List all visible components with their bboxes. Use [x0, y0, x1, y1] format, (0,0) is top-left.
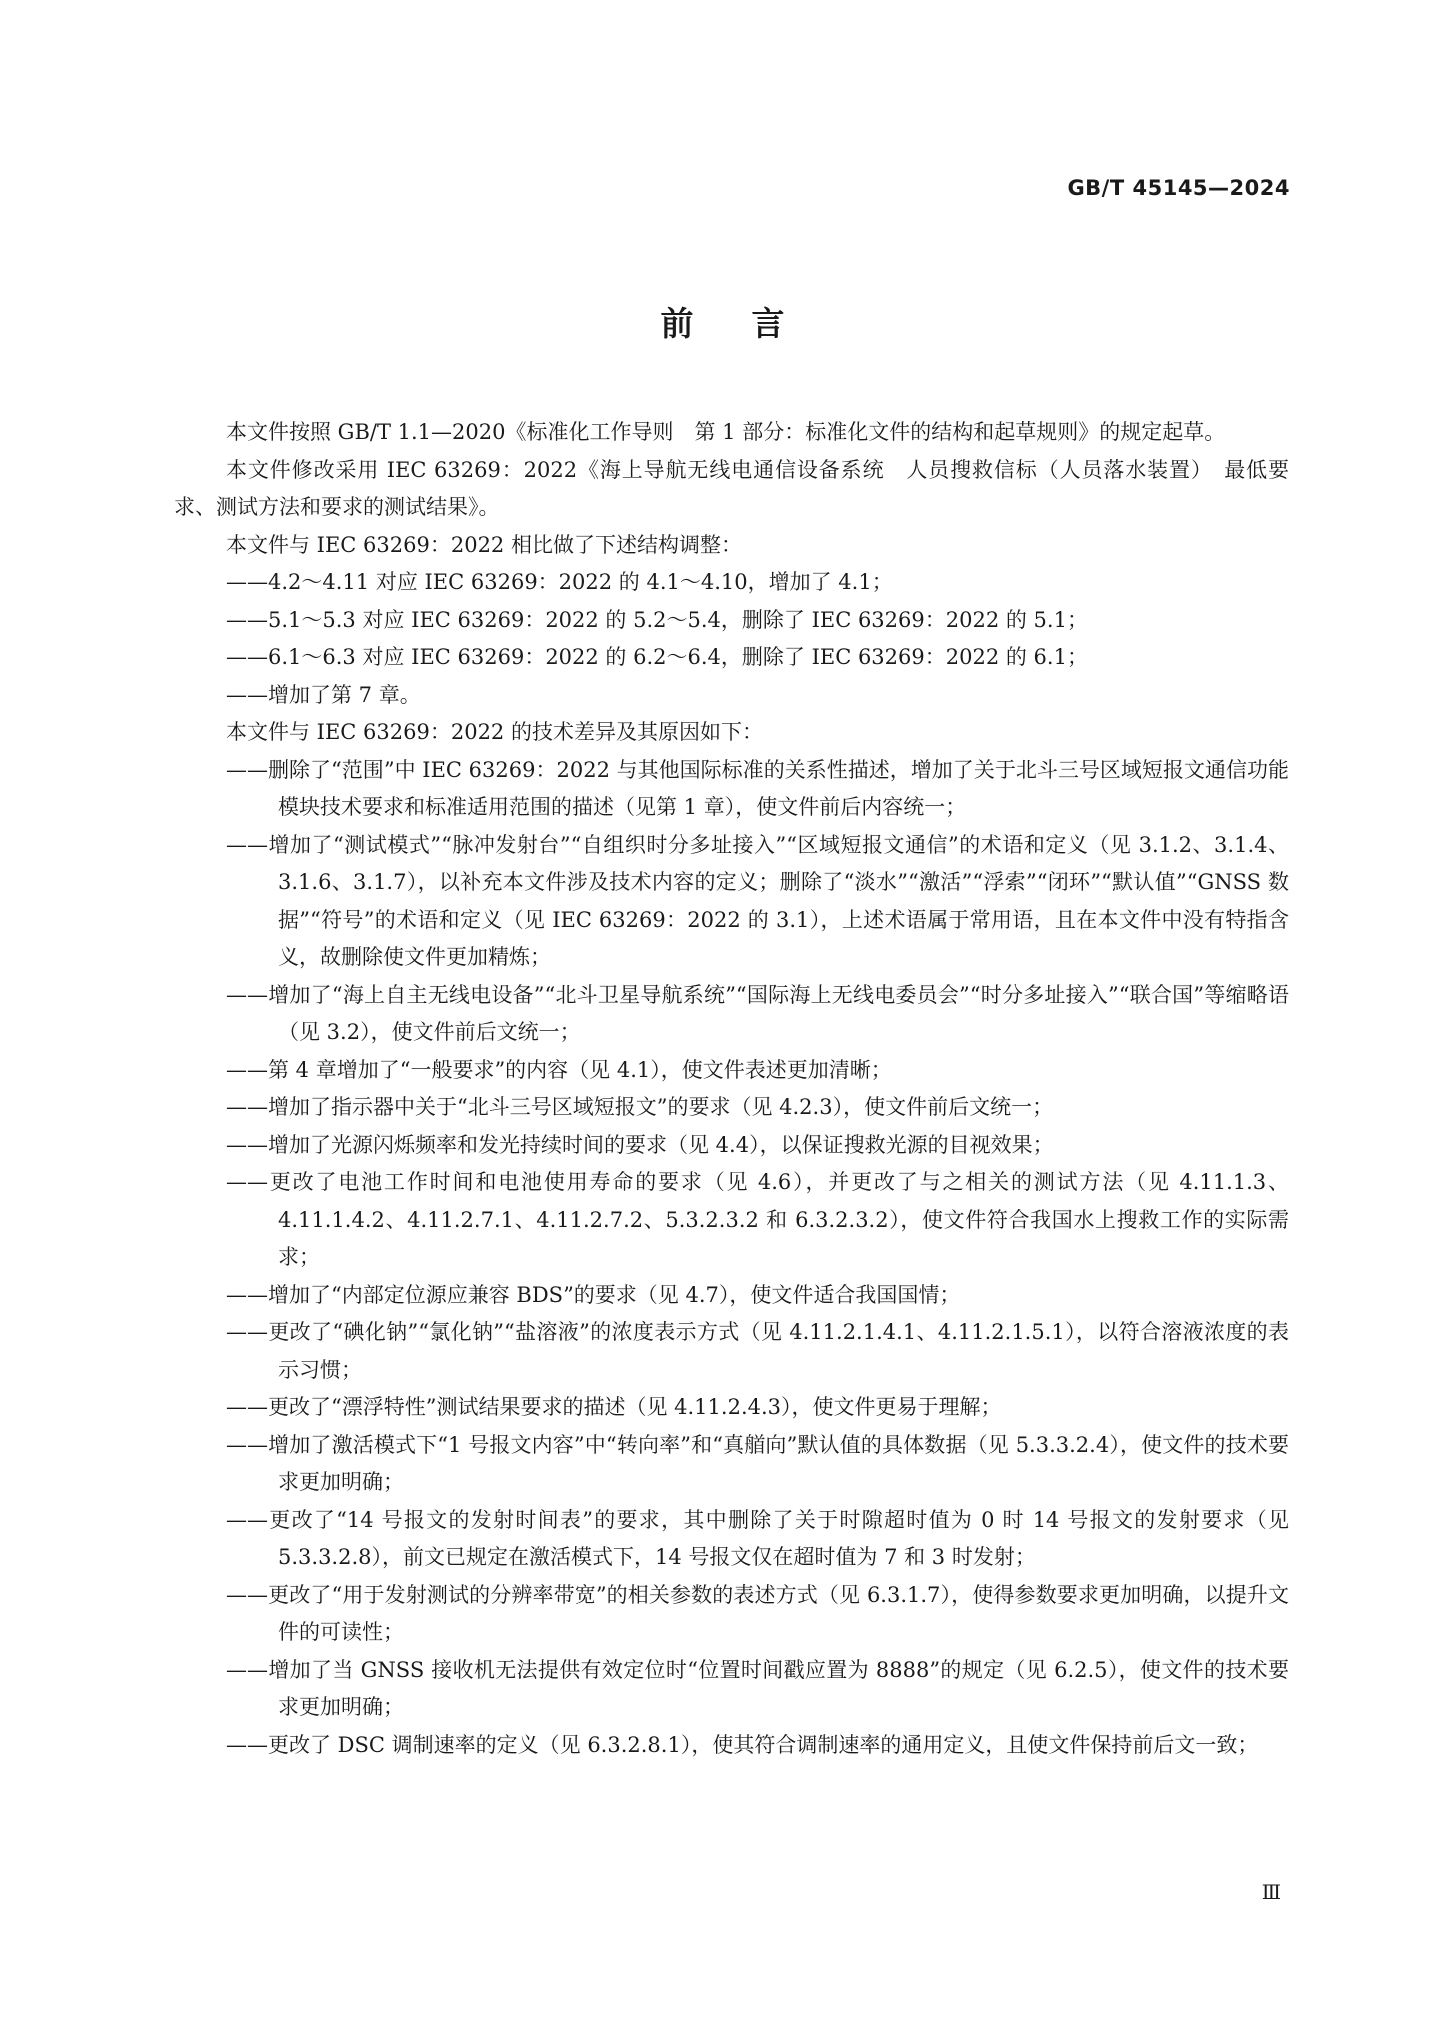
list-item-technical: ——增加了“海上自主无线电设备”“北斗卫星导航系统”“国际海上无线电委员会”“时分多址接入”“联合国”等缩略语（见 3.2），使文件前后文统一； — [226, 982, 1289, 1044]
paragraph-technical-intro: 本文件与 IEC 63269：2022 的技术差异及其原因如下： — [226, 720, 763, 744]
paragraph-drafting-basis: 本文件按照 GB/T 1.1—2020《标准化工作导则 第 1 部分：标准化文件的结构和起草规则》的规定起草。 — [226, 420, 1226, 444]
list-item-technical: ——第 4 章增加了“一般要求”的内容（见 4.1），使文件表述更加清晰； — [226, 1057, 892, 1082]
list-item-structure: ——6.1～6.3 对应 IEC 63269：2022 的 6.2～6.4，删除了 IEC 63269：2022 的 6.1； — [226, 645, 1088, 669]
page-title: 前言 — [660, 304, 843, 343]
page-number: Ⅲ — [1261, 1880, 1281, 1904]
list-item-technical: ——增加了指示器中关于“北斗三号区域短报文”的要求（见 4.2.3），使文件前后文统一； — [226, 1095, 1054, 1119]
paragraph-adoption: 本文件修改采用 IEC 63269：2022《海上导航无线电通信设备系统 人员搜救信标（人员落水装置） 最低要求、测试方法和要求的测试结果》。 — [174, 457, 1289, 519]
list-item-structure: ——增加了第 7 章。 — [226, 682, 421, 707]
list-item-technical: ——更改了电池工作时间和电池使用寿命的要求（见 4.6），并更改了与之相关的测试方法（见 4.11.1.3、4.11.1.4.2、4.11.2.7.1、4.11.2.7.2、5.3.2.3.2 和 6.3.2.3.2），使文件符合我国水上搜救工作的实际需求； — [226, 1170, 1289, 1269]
list-item-structure: ——4.2～4.11 对应 IEC 63269：2022 的 4.1～4.10，增加了 4.1； — [226, 570, 893, 594]
paragraph-structure-intro: 本文件与 IEC 63269：2022 相比做了下述结构调整： — [226, 532, 742, 557]
list-item-technical: ——增加了“内部定位源应兼容 BDS”的要求（见 4.7），使文件适合我国国情； — [226, 1282, 961, 1307]
foreword-body — [174, 414, 1289, 1764]
list-item-technical: ——更改了“漂浮特性”测试结果要求的描述（见 4.11.2.4.3），使文件更易于理解； — [226, 1395, 1002, 1419]
list-item-technical: ——增加了光源闪烁频率和发光持续时间的要求（见 4.4），以保证搜救光源的目视效果； — [226, 1132, 1054, 1157]
list-item-technical: ——增加了“测试模式”“脉冲发射台”“自组织时分多址接入”“区域短报文通信”的术语和定义（见 3.1.2、3.1.4、3.1.6、3.1.7），以补充本文件涉及技术内容的定义；删除了“淡水”“激活”“浮索”“闭环”“默认值”“GNSS 数据”“符号”的术语和定义（见 IEC 63269：2022 的 3.1），上述术语属于常用语，且在本文件中没有特指含义，故删除使文件更加精炼； — [226, 832, 1289, 969]
list-item-technical: ——更改了“用于发射测试的分辨率带宽”的相关参数的表述方式（见 6.3.1.7），使得参数要求更加明确，以提升文件的可读性； — [226, 1582, 1289, 1644]
list-item-technical: ——删除了“范围”中 IEC 63269：2022 与其他国际标准的关系性描述，增加了关于北斗三号区域短报文通信功能模块技术要求和标准适用范围的描述（见第 1 章），使文件前后内容统一； — [226, 757, 1289, 819]
list-item-structure: ——5.1～5.3 对应 IEC 63269：2022 的 5.2～5.4，删除了 IEC 63269：2022 的 5.1； — [226, 607, 1088, 632]
standard-number: GB/T 45145—2024 — [1067, 176, 1290, 200]
list-item-technical: ——更改了 DSC 调制速率的定义（见 6.3.2.8.1），使其符合调制速率的通用定义，且使文件保持前后文一致； — [226, 1732, 1259, 1757]
list-item-technical: ——更改了“14 号报文的发射时间表”的要求，其中删除了关于时隙超时值为 0 时 14 号报文的发射要求（见 5.3.3.2.8），前文已规定在激活模式下，14 号报文仅在超时值为 7 和 3 时发射； — [226, 1507, 1289, 1569]
list-item-technical: ——增加了激活模式下“1 号报文内容”中“转向率”和“真艏向”默认值的具体数据（见 5.3.3.2.4），使文件的技术要求更加明确； — [226, 1432, 1289, 1494]
list-item-technical: ——增加了当 GNSS 接收机无法提供有效定位时“位置时间戳应置为 8888”的规定（见 6.2.5），使文件的技术要求更加明确； — [226, 1657, 1289, 1719]
list-item-technical: ——更改了“碘化钠”“氯化钠”“盐溶液”的浓度表示方式（见 4.11.2.1.4.1、4.11.2.1.5.1），以符合溶液浓度的表示习惯； — [226, 1320, 1289, 1382]
